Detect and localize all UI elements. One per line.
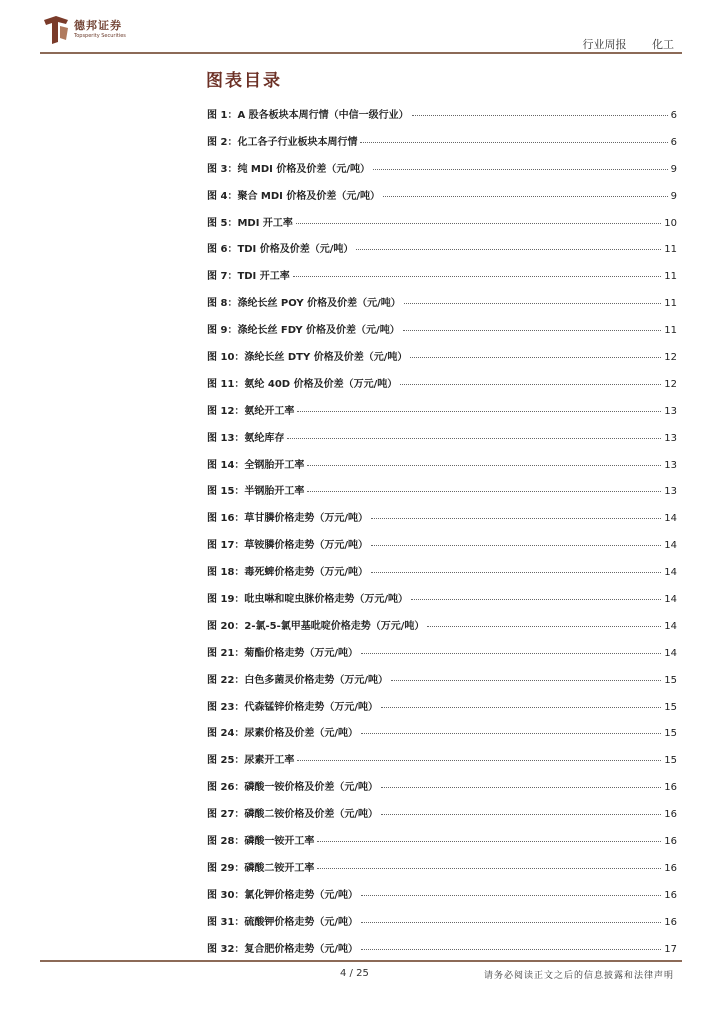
toc-entry-label: 图 29：磷酸二铵开工率 <box>207 862 315 874</box>
toc-entry-label: 图 6：TDI 价格及价差（元/吨） <box>207 244 354 256</box>
toc-leader-dots <box>297 411 661 412</box>
toc-leader-dots <box>412 115 668 116</box>
toc-entry-page: 12 <box>664 352 677 364</box>
toc-entry-label: 图 30：氯化钾价格走势（元/吨） <box>207 889 359 901</box>
toc-entry-label: 图 25：尿素开工率 <box>207 755 295 767</box>
toc-entry[interactable] <box>207 429 677 456</box>
toc-leader-dots <box>427 626 661 627</box>
toc-entry[interactable] <box>207 294 677 321</box>
toc-leader-dots <box>287 438 661 439</box>
toc-leader-dots <box>381 787 661 788</box>
company-logo <box>42 14 162 48</box>
toc-leader-dots <box>371 572 661 573</box>
logo-text: 德邦证券 <box>74 19 122 32</box>
disclaimer-note: 请务必阅读正文之后的信息披露和法律声明 <box>483 971 674 981</box>
toc-entry-label: 图 7：TDI 开工率 <box>207 271 290 283</box>
toc-entry[interactable] <box>207 133 677 160</box>
toc-entry-page: 15 <box>664 755 677 767</box>
toc-entry[interactable] <box>207 724 677 751</box>
toc-entry[interactable] <box>207 886 677 913</box>
toc-leader-dots <box>381 814 661 815</box>
toc-entry-label: 图 19：吡虫啉和啶虫脒价格走势（万元/吨） <box>207 594 409 606</box>
toc-entry-label: 图 9：涤纶长丝 FDY 价格及价差（元/吨） <box>207 325 400 337</box>
toc-leader-dots <box>317 868 661 869</box>
toc-entry-page: 15 <box>664 728 677 740</box>
toc-entry-page: 6 <box>670 110 677 121</box>
toc-entry[interactable] <box>207 832 677 859</box>
toc-leader-dots <box>383 196 668 197</box>
toc-entry[interactable] <box>207 267 677 294</box>
toc-entry-label: 图 4：聚合 MDI 价格及价差（元/吨） <box>207 190 381 202</box>
toc-entry[interactable] <box>207 778 677 805</box>
toc-entry[interactable] <box>207 698 677 725</box>
toc-entry[interactable] <box>207 348 677 375</box>
toc-entry-page: 16 <box>664 889 677 901</box>
toc-entry-label: 图 21：菊酯价格走势（万元/吨） <box>207 647 359 659</box>
toc-entry[interactable] <box>207 509 677 536</box>
page-header <box>0 0 724 60</box>
toc-leader-dots <box>410 357 661 358</box>
toc-entry[interactable] <box>207 482 677 509</box>
toc-entry[interactable] <box>207 940 677 967</box>
toc-leader-dots <box>411 599 661 600</box>
toc-entry-label: 图 31：硫酸钾价格走势（元/吨） <box>207 916 359 928</box>
toc-entry-page: 9 <box>670 163 677 175</box>
toc-leader-dots <box>296 223 661 224</box>
toc-entry[interactable] <box>207 617 677 644</box>
toc-entry-page: 16 <box>664 809 677 821</box>
toc-entry[interactable] <box>207 106 677 133</box>
toc-entry[interactable] <box>207 456 677 483</box>
toc-entry-page: 14 <box>664 647 677 659</box>
toc-leader-dots <box>361 895 661 896</box>
logo-subtext: Topsperity Securities <box>74 33 126 39</box>
toc-entry-page: 16 <box>664 782 677 794</box>
toc-entry-label: 图 5：MDI 开工率 <box>207 217 293 229</box>
toc-entry-page: 13 <box>664 486 677 498</box>
toc-entry-label: 图 17：草铵膦价格走势（万元/吨） <box>207 540 369 552</box>
toc-leader-dots <box>371 518 661 519</box>
toc-leader-dots <box>307 491 661 492</box>
toc-entry[interactable] <box>207 913 677 940</box>
toc-entry-page: 15 <box>664 701 677 713</box>
toc-leader-dots <box>403 330 662 331</box>
toc-entry-label: 图 26：磷酸一铵价格及价差（元/吨） <box>207 782 379 794</box>
toc-entry[interactable] <box>207 671 677 698</box>
toc-entry-page: 13 <box>664 405 677 417</box>
figure-toc <box>207 106 677 967</box>
toc-leader-dots <box>361 733 661 734</box>
toc-entry-page: 11 <box>664 298 677 310</box>
toc-entry-label: 图 24：尿素价格及价差（元/吨） <box>207 728 359 740</box>
toc-entry-page: 11 <box>664 244 677 256</box>
toc-entry-page: 9 <box>670 190 677 202</box>
toc-leader-dots <box>400 384 661 385</box>
toc-entry-label: 图 15：半钢胎开工率 <box>207 486 305 498</box>
toc-leader-dots <box>361 949 661 950</box>
toc-entry-page: 14 <box>664 594 677 606</box>
toc-entry-label: 图 20：2-氯-5-氯甲基吡啶价格走势（万元/吨） <box>207 620 425 632</box>
toc-leader-dots <box>371 545 661 546</box>
toc-entry[interactable] <box>207 751 677 778</box>
toc-leader-dots <box>360 142 667 143</box>
toc-leader-dots <box>361 653 661 654</box>
toc-entry-label: 图 32：复合肥价格走势（元/吨） <box>207 943 359 955</box>
toc-entry[interactable] <box>207 187 677 214</box>
toc-entry[interactable] <box>207 563 677 590</box>
toc-entry-page: 16 <box>664 862 677 874</box>
toc-leader-dots <box>391 680 661 681</box>
header-divider <box>40 52 682 54</box>
toc-entry-page: 14 <box>664 513 677 525</box>
toc-entry[interactable] <box>207 375 677 402</box>
toc-entry-page: 15 <box>664 674 677 686</box>
toc-entry[interactable] <box>207 214 677 241</box>
toc-leader-dots <box>356 249 661 250</box>
report-type: 行业周报 <box>582 38 627 51</box>
toc-entry-label: 图 10：涤纶长丝 DTY 价格及价差（元/吨） <box>207 352 408 364</box>
toc-entry[interactable] <box>207 321 677 348</box>
toc-entry-label: 图 1：A 股各板块本周行情（中信一级行业） <box>207 110 409 121</box>
toc-entry-page: 13 <box>664 459 677 471</box>
toc-entry[interactable] <box>207 805 677 832</box>
toc-entry-label: 图 23：代森锰锌价格走势（万元/吨） <box>207 701 379 713</box>
toc-leader-dots <box>293 276 662 277</box>
toc-entry[interactable] <box>207 644 677 671</box>
toc-entry-page: 11 <box>664 271 677 283</box>
toc-leader-dots <box>297 760 661 761</box>
toc-entry-label: 图 3：纯 MDI 价格及价差（元/吨） <box>207 163 371 175</box>
toc-entry-page: 14 <box>664 540 677 552</box>
toc-leader-dots <box>307 465 661 466</box>
toc-entry[interactable] <box>207 240 677 267</box>
toc-entry-label: 图 27：磷酸二铵价格及价差（元/吨） <box>207 809 379 821</box>
sector-name: 化工 <box>652 38 674 51</box>
toc-entry-page: 16 <box>664 836 677 848</box>
toc-leader-dots <box>381 707 661 708</box>
toc-entry-label: 图 13：氨纶库存 <box>207 432 285 444</box>
page-number: 4 / 25 <box>340 968 369 979</box>
toc-leader-dots <box>317 841 661 842</box>
footer-divider <box>40 960 682 962</box>
toc-entry-label: 图 16：草甘膦价格走势（万元/吨） <box>207 513 369 525</box>
toc-entry-page: 14 <box>664 567 677 579</box>
toc-entry-label: 图 11：氨纶 40D 价格及价差（万元/吨） <box>207 378 398 390</box>
toc-leader-dots <box>361 922 661 923</box>
toc-leader-dots <box>373 169 668 170</box>
toc-entry-label: 图 22：白色多菌灵价格走势（万元/吨） <box>207 674 389 686</box>
header-meta <box>561 36 675 52</box>
toc-entry-label: 图 28：磷酸一铵开工率 <box>207 836 315 848</box>
toc-entry[interactable] <box>207 536 677 563</box>
toc-entry-page: 10 <box>664 217 677 229</box>
toc-title: 图表目录 <box>206 71 282 91</box>
toc-entry-label: 图 18：毒死蜱价格走势（万元/吨） <box>207 567 369 579</box>
toc-entry-page: 11 <box>664 325 677 337</box>
toc-entry-label: 图 2：化工各子行业板块本周行情 <box>207 136 358 148</box>
toc-entry[interactable] <box>207 160 677 187</box>
toc-entry-page: 17 <box>664 943 677 955</box>
toc-entry-label: 图 14：全钢胎开工率 <box>207 459 305 471</box>
toc-entry-page: 6 <box>670 136 677 148</box>
toc-entry[interactable] <box>207 859 677 886</box>
toc-entry-page: 12 <box>664 378 677 390</box>
toc-entry[interactable] <box>207 402 677 429</box>
toc-entry[interactable] <box>207 590 677 617</box>
toc-entry-label: 图 12：氨纶开工率 <box>207 405 295 417</box>
toc-entry-page: 13 <box>664 432 677 444</box>
logo-mark-icon <box>42 14 70 46</box>
toc-entry-page: 16 <box>664 916 677 928</box>
toc-leader-dots <box>404 303 661 304</box>
toc-entry-page: 14 <box>664 620 677 632</box>
toc-entry-label: 图 8：涤纶长丝 POY 价格及价差（元/吨） <box>207 298 401 310</box>
